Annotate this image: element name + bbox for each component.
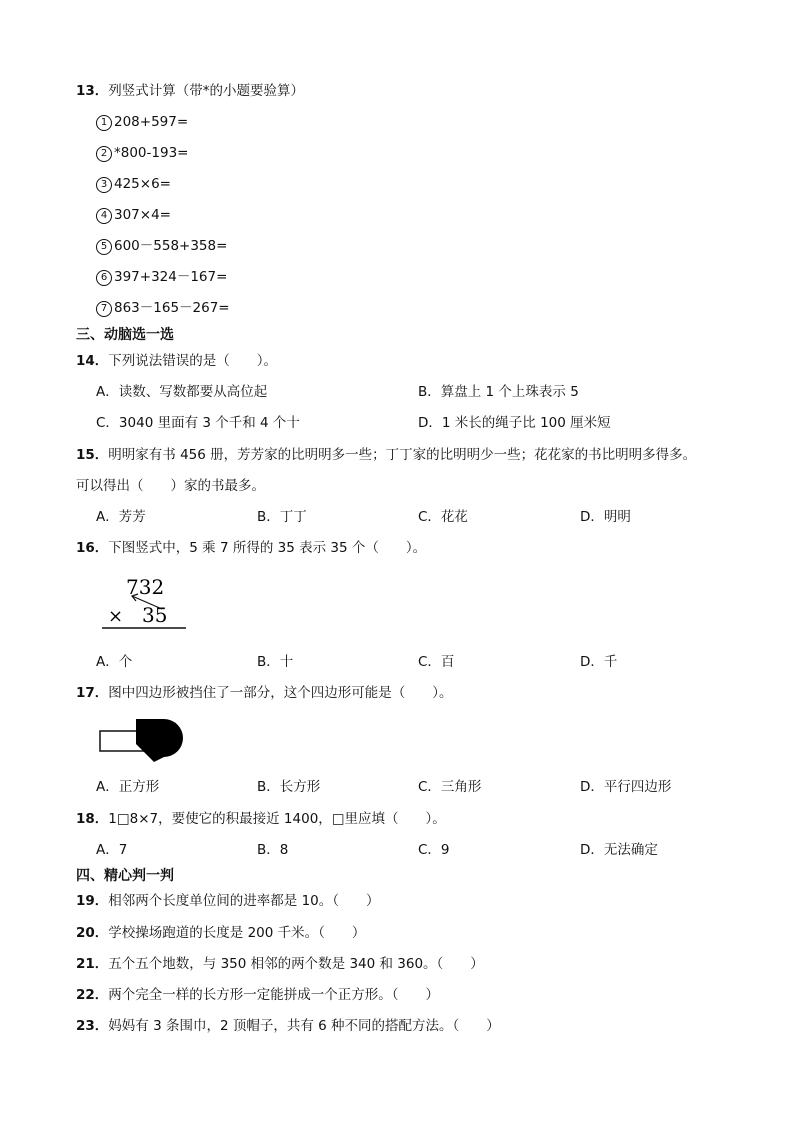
question-text: 列竖式计算（带*的小题要验算） — [108, 83, 305, 99]
question-number: 23． — [76, 1018, 109, 1034]
calc-expression: 600－558+358= — [114, 238, 228, 254]
option-d[interactable]: D．平行四边形 — [580, 779, 672, 795]
calc-expression: 425×6= — [114, 176, 171, 192]
question-20 — [76, 924, 365, 942]
question-number: 16． — [76, 540, 109, 556]
covering-shape — [136, 719, 183, 762]
option-d[interactable]: D．无法确定 — [580, 842, 658, 858]
option-d[interactable]: D．千 — [580, 654, 618, 670]
option-b[interactable]: B．丁丁 — [257, 509, 307, 525]
question-19 — [76, 892, 380, 910]
question-number: 21． — [76, 956, 109, 972]
option-d[interactable]: D．明明 — [580, 509, 631, 525]
question-23 — [76, 1017, 500, 1035]
calc-item-1 — [96, 113, 188, 131]
option-c[interactable]: C．9 — [418, 842, 450, 858]
option-b[interactable]: B．长方形 — [257, 779, 321, 795]
question-number: 15． — [76, 447, 109, 463]
option-b[interactable]: B．算盘上 1 个上珠表示 5 — [418, 384, 579, 400]
question-text: 图中四边形被挡住了一部分，这个四边形可能是（ ）。 — [108, 685, 453, 701]
vertical-multiplication-figure — [98, 572, 190, 634]
question-number: 22． — [76, 987, 109, 1003]
option-b[interactable]: B．8 — [257, 842, 289, 858]
option-c[interactable]: C．3040 里面有 3 个千和 4 个十 — [96, 415, 300, 431]
question-number: 17． — [76, 685, 109, 701]
calc-item-6 — [96, 268, 227, 286]
calc-expression: 307×4= — [114, 207, 171, 223]
circled-number: 4 — [96, 208, 112, 224]
hidden-quadrilateral-figure — [98, 714, 186, 764]
calc-expression: 397+324－167= — [114, 269, 228, 285]
section-heading-3: 三、动脑选一选 — [76, 327, 174, 343]
question-number: 20． — [76, 925, 109, 941]
question-text: 下列说法错误的是（ ）。 — [108, 353, 278, 369]
calc-item-5 — [96, 237, 227, 255]
question-text: 明明家有书 456 册，芳芳家的比明明多一些；丁丁家的比明明少一些；花花家的书比明明多得多。 — [108, 447, 697, 463]
multiplier: 35 — [142, 603, 168, 627]
calc-expression: 208+597= — [114, 114, 189, 130]
option-a[interactable]: A．个 — [96, 654, 133, 670]
question-text: 五个五个地数，与 350 相邻的两个数是 340 和 360。（ ） — [108, 956, 484, 972]
circled-number: 6 — [96, 270, 112, 286]
question-17 — [76, 684, 453, 702]
multiplicand: 732 — [126, 575, 165, 599]
option-a[interactable]: A．7 — [96, 842, 128, 858]
question-18 — [76, 810, 446, 828]
question-14 — [76, 352, 277, 370]
option-c[interactable]: C．三角形 — [418, 779, 482, 795]
question-text: 相邻两个长度单位间的进率都是 10。（ ） — [108, 893, 380, 909]
calc-item-7 — [96, 299, 230, 317]
circled-number: 5 — [96, 239, 112, 255]
calc-item-2 — [96, 144, 188, 162]
calc-expression: 863－165－267= — [114, 300, 230, 316]
calc-item-3 — [96, 175, 171, 193]
option-d[interactable]: D．1 米长的绳子比 100 厘米短 — [418, 415, 611, 431]
circled-number: 2 — [96, 146, 112, 162]
question-number: 18． — [76, 811, 109, 827]
question-number: 13． — [76, 83, 109, 99]
question-text: 下图竖式中，5 乘 7 所得的 35 表示 35 个（ ）。 — [108, 540, 427, 556]
circled-number: 7 — [96, 301, 112, 317]
option-a[interactable]: A．正方形 — [96, 779, 160, 795]
question-text: 两个完全一样的长方形一定能拼成一个正方形。（ ） — [108, 987, 440, 1003]
question-text: 妈妈有 3 条围巾，2 顶帽子，共有 6 种不同的搭配方法。（ ） — [108, 1018, 500, 1034]
question-22 — [76, 986, 439, 1004]
option-c[interactable]: C．花花 — [418, 509, 468, 525]
section-heading-4: 四、精心判一判 — [76, 868, 174, 884]
option-a[interactable]: A．芳芳 — [96, 509, 146, 525]
question-21 — [76, 955, 484, 973]
question-15-continued: 可以得出（ ）家的书最多。 — [76, 478, 265, 494]
question-15 — [76, 446, 696, 464]
option-c[interactable]: C．百 — [418, 654, 455, 670]
question-text: 学校操场跑道的长度是 200 千米。（ ） — [108, 925, 366, 941]
question-number: 19． — [76, 893, 109, 909]
question-text: 1□8×7，要使它的积最接近 1400，□里应填（ ）。 — [108, 811, 446, 827]
calc-item-4 — [96, 206, 171, 224]
option-a[interactable]: A．读数、写数都要从高位起 — [96, 384, 268, 400]
option-b[interactable]: B．十 — [257, 654, 294, 670]
times-sign: × — [108, 606, 124, 627]
calc-expression: *800-193= — [114, 145, 189, 161]
circled-number: 3 — [96, 177, 112, 193]
question-number: 14． — [76, 353, 109, 369]
question-13 — [76, 82, 304, 100]
question-16 — [76, 539, 426, 557]
circled-number: 1 — [96, 115, 112, 131]
